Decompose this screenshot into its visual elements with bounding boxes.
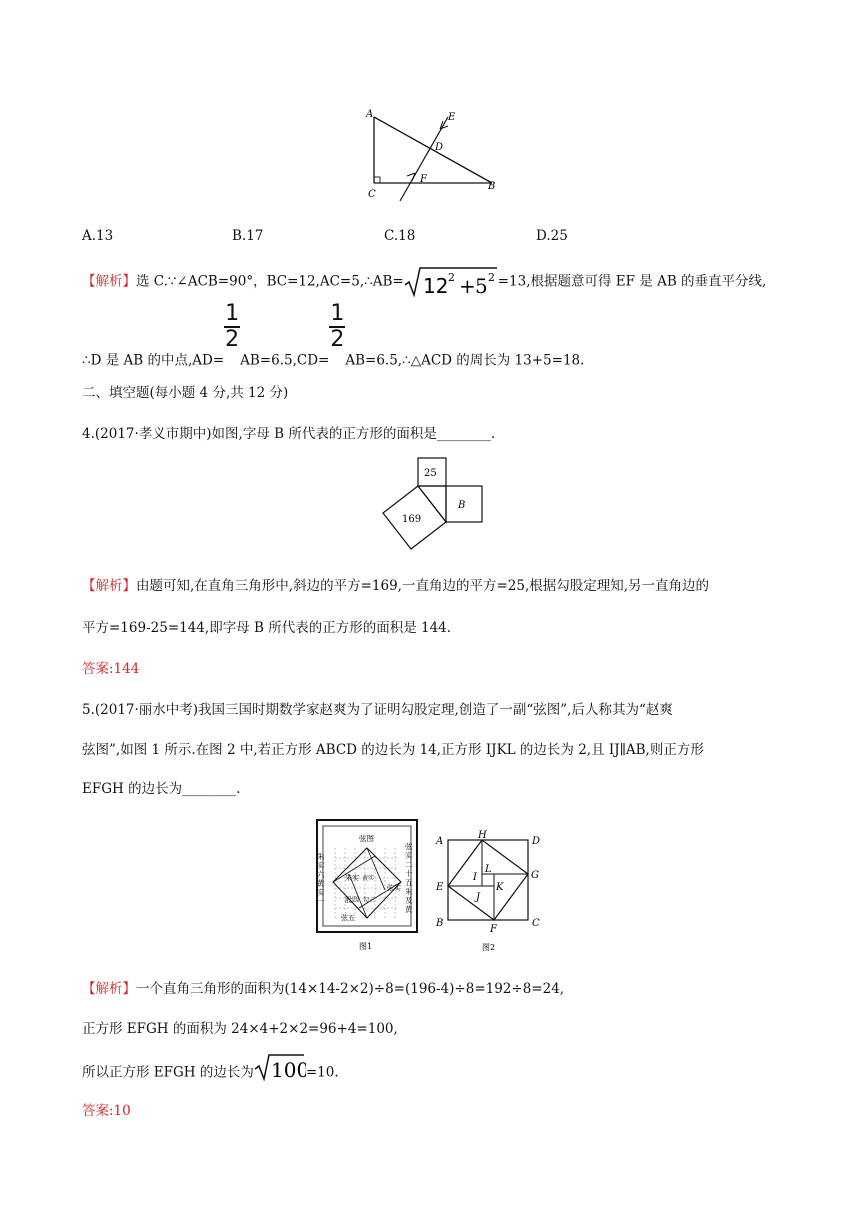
label-C: C bbox=[368, 189, 376, 200]
svg-text:D: D bbox=[532, 836, 541, 847]
label-B: B bbox=[488, 181, 496, 192]
square-25-label: 25 bbox=[424, 468, 437, 479]
q4-explanation-line1: 【解析】由题可知,在直角三角形中,斜边的平方=169,一直角边的平方=25,根据勾股定理知,另一直角边的 bbox=[82, 578, 710, 594]
fraction-half: $\frac{1}{2}$ bbox=[330, 301, 345, 352]
q4-explanation-line2: 平方=169-25=144,即字母 B 所代表的正方形的面积是 144. bbox=[82, 620, 452, 636]
svg-text:H: H bbox=[478, 830, 487, 841]
svg-text:弦实: 弦实 bbox=[387, 884, 401, 892]
q5-stem-line1: 5.(2017·丽水中考)我国三国时期数学家赵爽为了证明勾股定理,创造了一副“弦图”,后人称其为“赵爽 bbox=[82, 702, 673, 718]
q3-explanation-line1: 【解析】选 C.∵∠ACB=90°，BC=12,AC=5,∴AB= 12 2 + 5 2 =13,根据题意可得 EF 是 AB 的垂直平分线, bbox=[82, 265, 766, 299]
svg-text:I: I bbox=[473, 872, 477, 883]
sqrt-100 bbox=[254, 1052, 306, 1082]
sqrt-expression bbox=[404, 265, 498, 299]
figure1-caption: 图1 bbox=[359, 942, 373, 951]
section-heading: 二、填空题(每小题 4 分,共 12 分) bbox=[82, 385, 289, 401]
choice-a: A.13 bbox=[82, 228, 114, 244]
q5-explanation-line3: 所以正方形 EFGH 的边长为 100 =10. bbox=[82, 1052, 339, 1082]
q5-stem-line2: 弦图”,如图 1 所示.在图 2 中,若正方形 ABCD 的边长为 14,正方形 IJKL 的边长为 2,且 IJ∥AB,则正方形 bbox=[82, 742, 704, 758]
fig1-right-text: 弦实二十五朱及黄 bbox=[405, 842, 413, 914]
choice-c: C.18 bbox=[384, 228, 416, 244]
svg-text:L: L bbox=[485, 864, 492, 875]
svg-text:E: E bbox=[436, 882, 444, 893]
svg-text:A: A bbox=[436, 836, 444, 847]
fraction-half: $\frac{1}{2}$ bbox=[225, 301, 240, 352]
q4-stem: 4.(2017·孝义市期中)如图,字母 B 所代表的正方形的面积是________. bbox=[82, 426, 496, 442]
svg-text:B: B bbox=[436, 918, 444, 929]
svg-text:朱实: 朱实 bbox=[345, 874, 359, 882]
choice-b: B.17 bbox=[232, 228, 264, 244]
svg-text:弦五: 弦五 bbox=[341, 914, 355, 922]
svg-text:K: K bbox=[496, 882, 504, 893]
svg-text:+: + bbox=[458, 274, 476, 298]
q5-explanation-line2: 正方形 EFGH 的面积为 24×4+2×2=96+4=100, bbox=[82, 1021, 398, 1037]
q5-answer: 答案:10 bbox=[82, 1103, 131, 1119]
square-169-label: 169 bbox=[402, 514, 422, 525]
svg-text:股四: 股四 bbox=[345, 896, 359, 904]
figure2-caption: 图2 bbox=[482, 943, 496, 952]
svg-text:J: J bbox=[476, 892, 481, 903]
label-E: E bbox=[448, 112, 456, 123]
label-F: F bbox=[420, 174, 427, 185]
label-A: A bbox=[366, 109, 374, 120]
chord-diagram-figure2 bbox=[432, 828, 547, 952]
q3-explanation-line2: ∴D 是 AB 的中点,AD= $\frac{1}{2}$ AB=6.5,CD= $\frac{1}{2}$ AB=6.5,∴△ACD 的周长为 13+5=18. bbox=[82, 301, 585, 369]
svg-text:黄实: 黄实 bbox=[362, 875, 375, 882]
svg-text:12: 12 bbox=[422, 274, 449, 298]
triangle-figure bbox=[360, 105, 510, 205]
svg-text:5: 5 bbox=[474, 274, 488, 298]
svg-text:2: 2 bbox=[447, 271, 455, 284]
svg-text:100: 100 bbox=[270, 1058, 306, 1082]
svg-text:2: 2 bbox=[487, 271, 495, 284]
svg-text:G: G bbox=[531, 870, 539, 881]
analysis-tag: 【解析】 bbox=[82, 273, 136, 290]
chord-diagram-figure1 bbox=[315, 818, 419, 952]
q5-stem-line3: EFGH 的边长为________. bbox=[82, 781, 241, 797]
choice-d: D.25 bbox=[536, 228, 568, 244]
svg-text:F: F bbox=[490, 924, 497, 935]
squares-figure bbox=[380, 454, 490, 550]
fig1-title: 弦图 bbox=[359, 834, 374, 843]
svg-text:C: C bbox=[532, 918, 540, 929]
square-B-label: B bbox=[458, 500, 466, 511]
fig1-left-text: 朱实六黄实一 bbox=[317, 852, 325, 906]
label-D: D bbox=[435, 142, 444, 153]
q4-answer: 答案:144 bbox=[82, 661, 140, 677]
svg-text:勾三: 勾三 bbox=[363, 897, 376, 904]
q5-explanation-line1: 【解析】一个直角三角形的面积为(14×14-2×2)÷8=(196-4)÷8=192÷8=24, bbox=[82, 981, 565, 997]
